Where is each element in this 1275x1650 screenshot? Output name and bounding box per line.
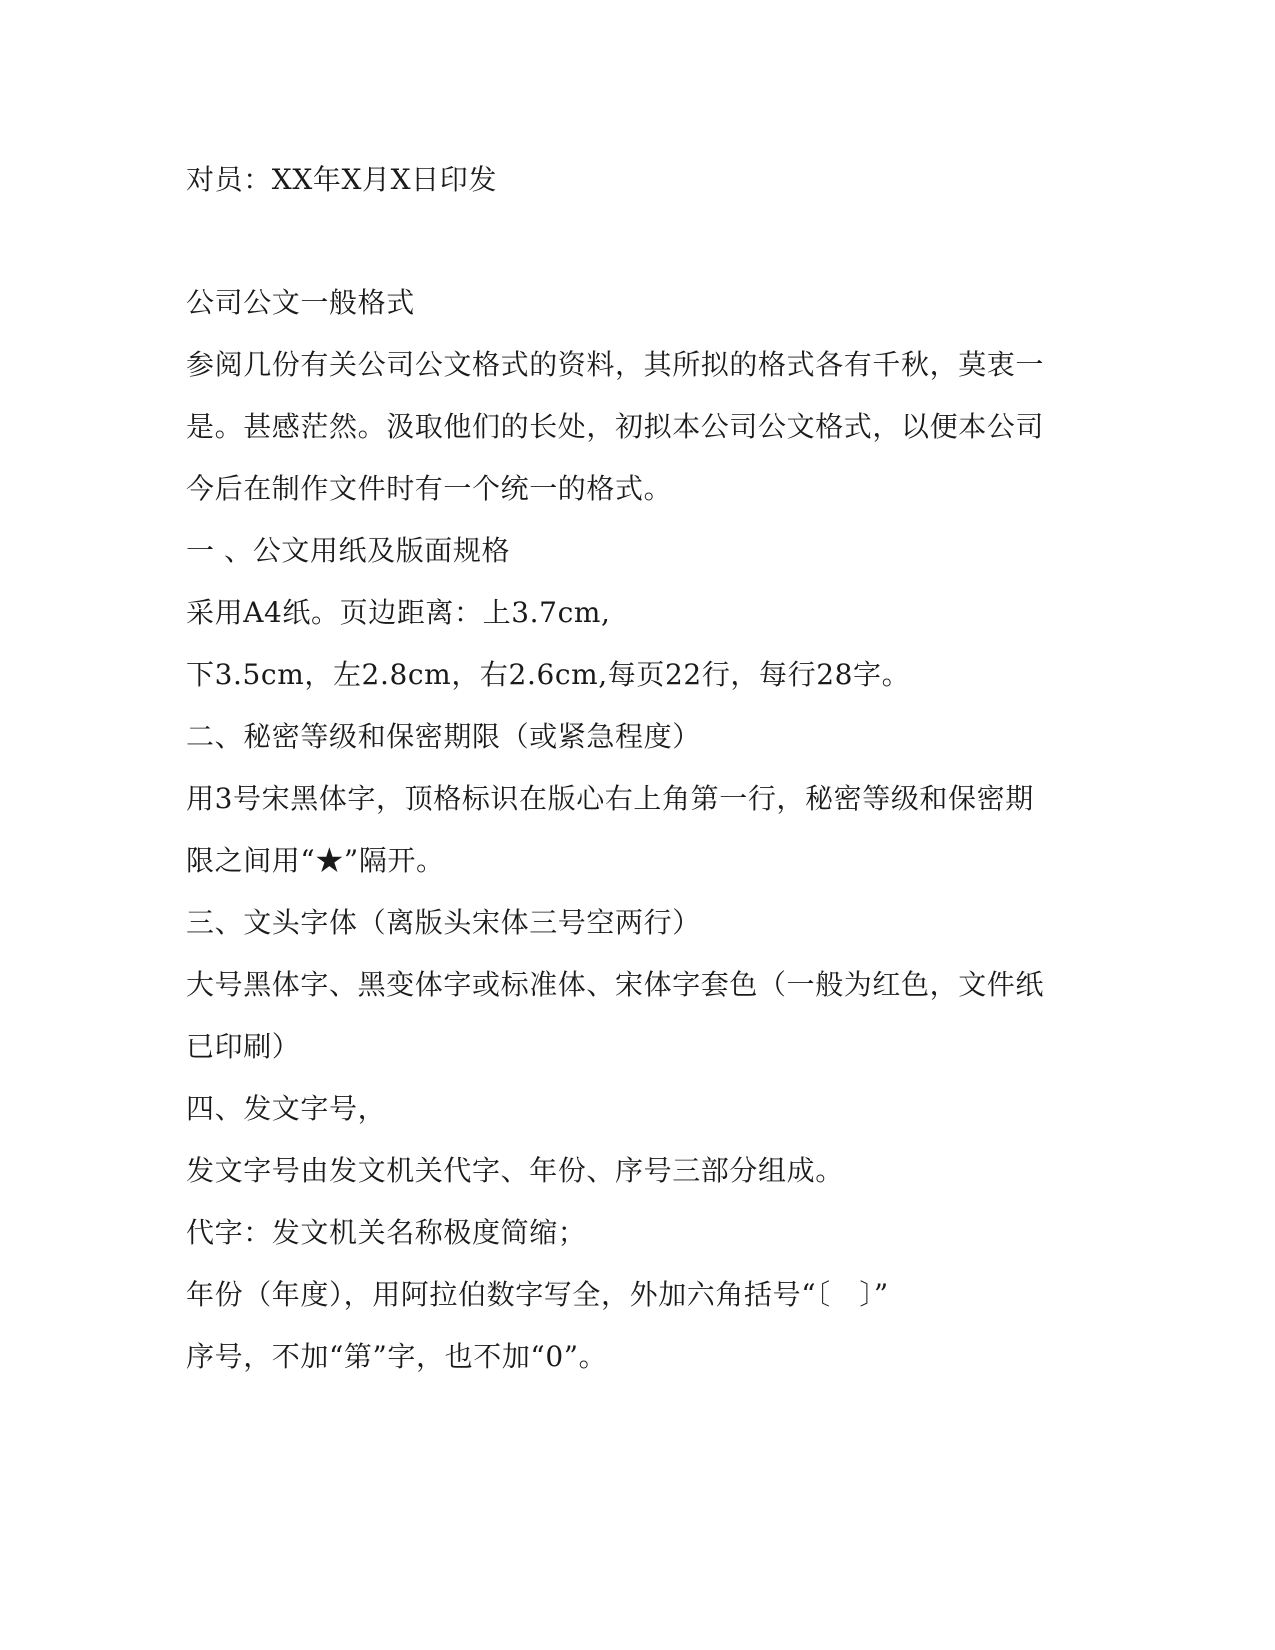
section-2-line-1: 用3号宋黑体字，顶格标识在版心右上角第一行，秘密等级和保密期 (186, 782, 1034, 815)
intro-line-1: 参阅几份有关公司公文格式的资料，其所拟的格式各有千秋，莫衷一 (186, 348, 1045, 381)
section-4-line-1: 发文字号由发文机关代字、年份、序号三部分组成。 (186, 1154, 844, 1187)
document-title: 公司公文一般格式 (186, 286, 415, 319)
section-3-line-2: 已印刷） (186, 1030, 301, 1063)
section-2-heading: 二、秘密等级和保密期限（或紧急程度） (186, 720, 701, 753)
print-date-line: 对员：XX年X月X日印发 (186, 163, 497, 196)
section-2-line-2: 限之间用“★”隔开。 (186, 844, 445, 877)
section-3-heading: 三、文头字体（离版头宋体三号空两行） (186, 906, 701, 939)
section-4-line-4: 序号，不加“第”字，也不加“0”。 (186, 1340, 608, 1373)
section-1-heading: 一 、公文用纸及版面规格 (186, 534, 511, 567)
intro-line-3: 今后在制作文件时有一个统一的格式。 (186, 472, 673, 505)
section-1-line-2: 下3.5cm，左2.8cm，右2.6cm,每页22行，每行28字。 (186, 658, 911, 691)
section-4-line-2: 代字：发文机关名称极度简缩； (186, 1216, 587, 1249)
section-4-line-3: 年份（年度），用阿拉伯数字写全，外加六角括号“〔 〕” (186, 1278, 889, 1311)
section-4-heading: 四、发文字号， (186, 1092, 387, 1125)
intro-line-2: 是。甚感茫然。汲取他们的长处，初拟本公司公文格式，以便本公司 (186, 410, 1045, 443)
section-1-line-1: 采用A4纸。页边距离：上3.7cm, (186, 596, 611, 629)
section-3-line-1: 大号黑体字、黑变体字或标准体、宋体字套色（一般为红色，文件纸 (186, 968, 1045, 1001)
